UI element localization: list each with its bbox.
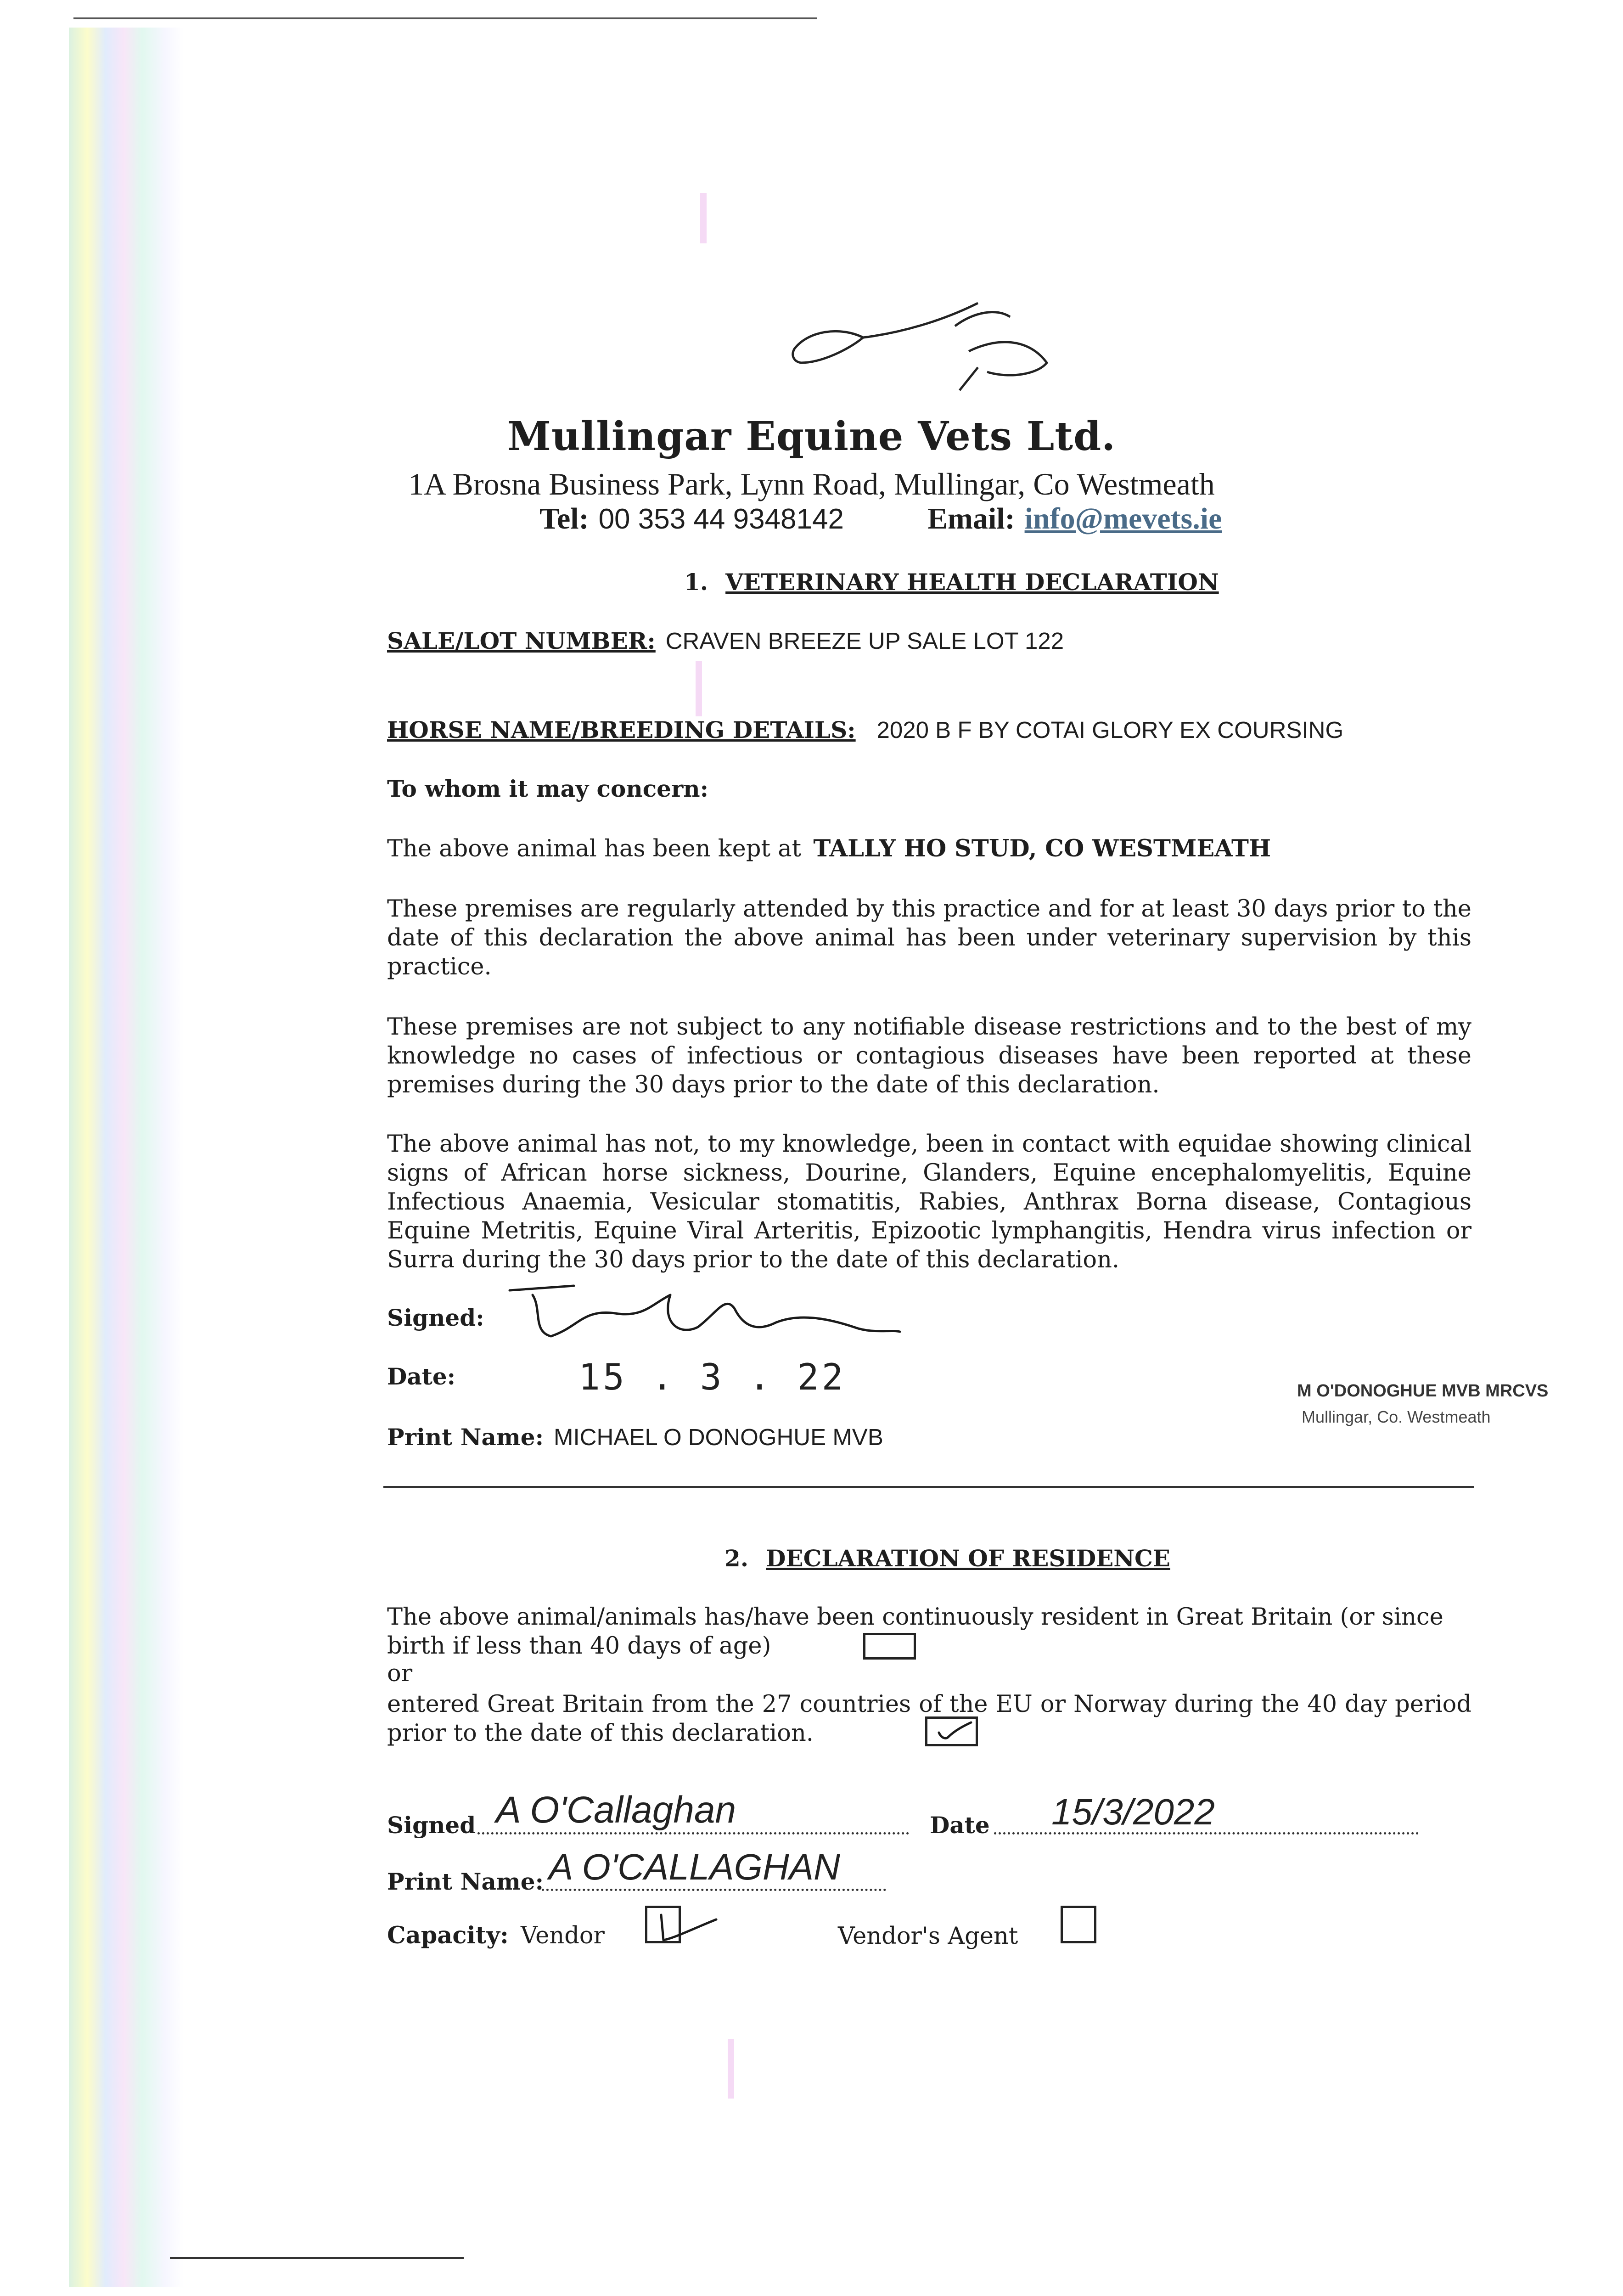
vet-print-row: [387, 1424, 883, 1451]
checkmark-icon: [927, 1719, 976, 1744]
vendor-signed-value: A O'Callaghan: [496, 1789, 736, 1831]
capacity-vendor-label: Vendor: [521, 1922, 605, 1949]
vet-stamp-place: Mullingar, Co. Westmeath: [1302, 1407, 1491, 1426]
section1-title: VETERINARY HEALTH DECLARATION: [725, 568, 1219, 596]
section-divider: [383, 1486, 1474, 1488]
scan-artifact-band: [69, 28, 184, 2287]
horse-details-label: HORSE NAME/BREEDING DETAILS:: [387, 716, 856, 743]
vendor-date-label: Date: [930, 1812, 990, 1839]
scan-edge-bottom: [170, 2257, 464, 2259]
scan-streak: [728, 2039, 734, 2099]
company-name: Mullingar Equine Vets Ltd.: [507, 413, 1116, 460]
sale-lot-row: [387, 627, 1064, 654]
vet-stamp-name: M O'DONOGHUE MVB MRCVS: [1297, 1381, 1549, 1401]
company-address: 1A Brosna Business Park, Lynn Road, Mullingar, Co Westmeath: [408, 467, 1215, 501]
paragraph-contact: The above animal has not, to my knowledge, been in contact with equidae showing clinical signs of African horse sickness, Dourine, Glanders, Equine encephalomyelitis, Equine Infectious Anaemia, Vesicular stomatitis, Rabies, Anthrax Borna disease, Contagious Equine Metritis, Equine Viral Arteritis, Epizootic lymphangitis, Hendra virus infection or Surra during the 30 days prior to the date of this declaration.: [387, 1131, 1471, 1273]
tel-number: 00 353 44 9348142: [598, 503, 844, 535]
capacity-agent-label: Vendor's Agent: [838, 1923, 1018, 1950]
paragraph-restrictions: These premises are not subject to any notifiable disease restrictions and to the best of my knowledge no cases of infectious or contagious diseases have been reported at these premises during the 30 days prior to the date of this declaration.: [387, 1013, 1471, 1098]
section2-title: DECLARATION OF RESIDENCE: [766, 1545, 1170, 1572]
capacity-row: [387, 1922, 605, 1949]
section2-heading: [724, 1545, 1170, 1572]
sale-lot-label: SALE/LOT NUMBER:: [387, 627, 656, 654]
email-label: Email:: [927, 502, 1015, 535]
email-link[interactable]: info@mevets.ie: [1024, 502, 1222, 535]
tel-label: Tel:: [539, 502, 589, 535]
vet-signed-label: Signed:: [387, 1304, 484, 1331]
residence-option2: entered Great Britain from the 27 countries of the EU or Norway during the 40 day period prior to the date of this declaration.: [387, 1691, 1471, 1747]
vet-print-label: Print Name:: [387, 1424, 544, 1451]
residence-option1-checkbox[interactable]: [863, 1633, 916, 1660]
salutation: To whom it may concern:: [387, 775, 709, 802]
vendor-print-value: A O'CALLAGHAN: [549, 1846, 840, 1887]
section2-number: 2.: [724, 1545, 749, 1572]
vet-signature: [505, 1277, 909, 1355]
vendor-print-dots: [542, 1889, 886, 1891]
horse-details-value: 2020 B F BY COTAI GLORY EX COURSING: [876, 717, 1344, 743]
scan-streak: [696, 661, 702, 716]
vendor-signed-dots: [477, 1832, 909, 1835]
residence-option2-checkbox[interactable]: [925, 1716, 978, 1746]
scan-edge-top: [73, 17, 817, 19]
kept-at-line: [387, 835, 1271, 862]
horse-logo-icon: [781, 294, 1074, 400]
section1-number: 1.: [684, 568, 708, 596]
sale-lot-value: CRAVEN BREEZE UP SALE LOT 122: [665, 628, 1064, 654]
kept-at-prefix: The above animal has been kept at: [387, 835, 802, 862]
residence-or: or: [387, 1660, 413, 1687]
vet-date-label: Date:: [387, 1363, 456, 1390]
vendor-print-label: Print Name:: [387, 1868, 544, 1895]
capacity-label: Capacity:: [387, 1922, 509, 1949]
residence-option1: The above animal/animals has/have been continuously resident in Great Britain (or since birth if less than 40 days of age): [387, 1604, 1443, 1660]
vet-print-value: MICHAEL O DONOGHUE MVB: [553, 1424, 883, 1450]
vet-date-value: 15 . 3 . 22: [578, 1357, 846, 1398]
vendor-date-value: 15/3/2022: [1051, 1791, 1215, 1832]
scan-streak: [700, 193, 707, 243]
agent-checkbox[interactable]: [1061, 1906, 1096, 1943]
kept-at-place: TALLY HO STUD, CO WESTMEATH: [813, 835, 1271, 862]
vendor-signed-label: Signed: [387, 1812, 476, 1839]
paragraph-supervision: These premises are regularly attended by this practice and for at least 30 days prior to the date of this declaration the above animal has been under veterinary supervision by this practice.: [387, 895, 1471, 980]
vendor-check-mark-icon: [652, 1910, 721, 1947]
contact-line: [539, 501, 1222, 536]
section1-heading: [684, 568, 1219, 596]
horse-details-row: [387, 716, 1343, 743]
